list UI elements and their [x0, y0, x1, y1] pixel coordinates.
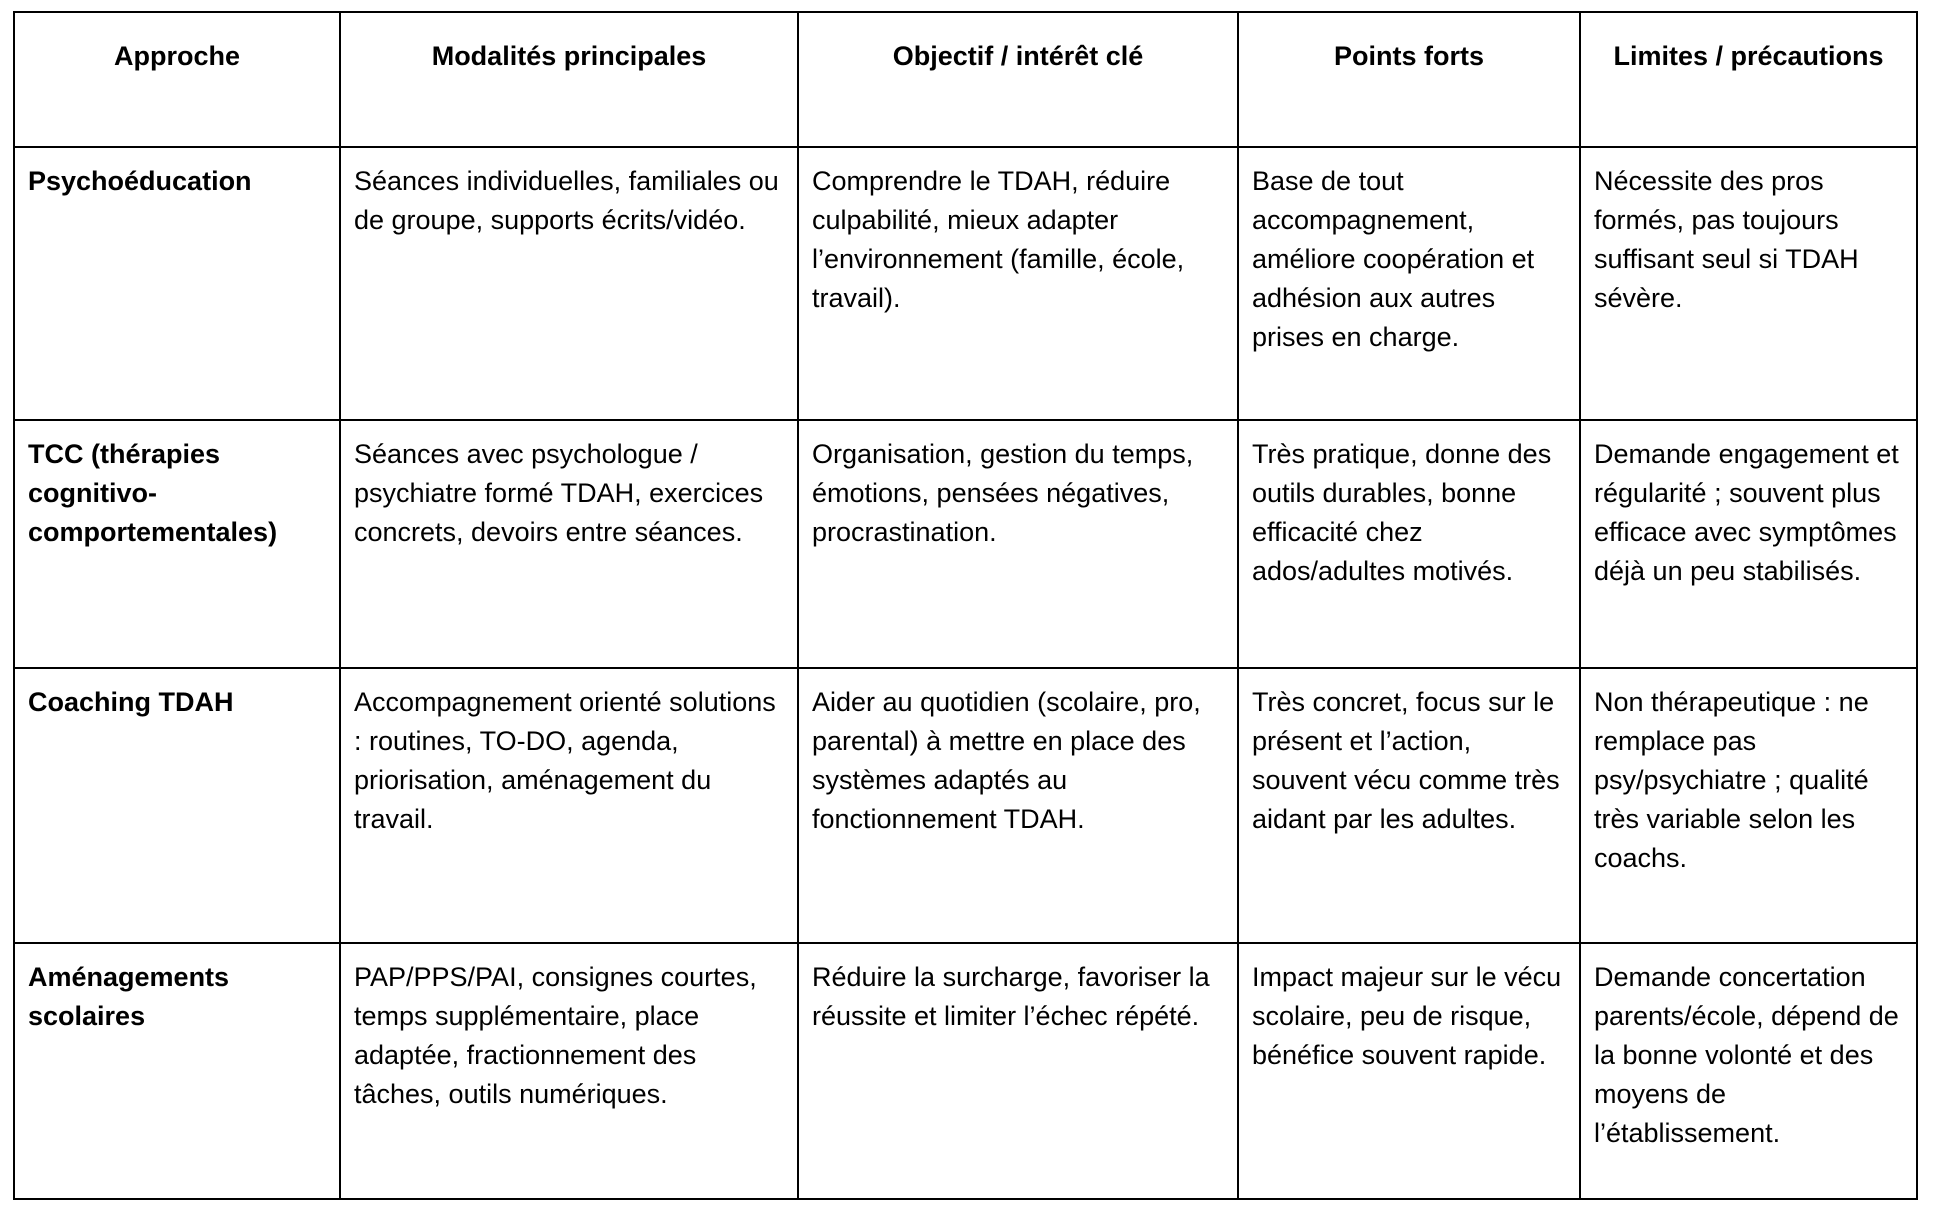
- cell-limites: Demande engagement et régularité ; souvent plus efficace avec symptômes déjà un peu stabilisés.: [1580, 420, 1917, 668]
- approaches-comparison-table: [13, 11, 1918, 1200]
- cell-modalites: Séances avec psychologue / psychiatre formé TDAH, exercices concrets, devoirs entre séances.: [340, 420, 798, 668]
- header-limites: Limites / précautions: [1580, 12, 1917, 147]
- cell-objectif: Aider au quotidien (scolaire, pro, parental) à mettre en place des systèmes adaptés au fonctionnement TDAH.: [798, 668, 1238, 943]
- table-header-row: [14, 12, 1917, 147]
- cell-approche: Psychoéducation: [14, 147, 340, 420]
- cell-points-forts: Impact majeur sur le vécu scolaire, peu de risque, bénéfice souvent rapide.: [1238, 943, 1580, 1199]
- cell-modalites: Accompagnement orienté solutions : routines, TO-DO, agenda, priorisation, aménagement du travail.: [340, 668, 798, 943]
- cell-limites: Non thérapeutique : ne remplace pas psy/psychiatre ; qualité très variable selon les coachs.: [1580, 668, 1917, 943]
- cell-approche: TCC (thérapies cognitivo-comportementales): [14, 420, 340, 668]
- cell-points-forts: Base de tout accompagnement, améliore coopération et adhésion aux autres prises en charge.: [1238, 147, 1580, 420]
- header-objectif: Objectif / intérêt clé: [798, 12, 1238, 147]
- table-row: [14, 668, 1917, 943]
- cell-objectif: Réduire la surcharge, favoriser la réussite et limiter l’échec répété.: [798, 943, 1238, 1199]
- cell-approche: Coaching TDAH: [14, 668, 340, 943]
- cell-objectif: Comprendre le TDAH, réduire culpabilité, mieux adapter l’environnement (famille, école, travail).: [798, 147, 1238, 420]
- cell-modalites: PAP/PPS/PAI, consignes courtes, temps supplémentaire, place adaptée, fractionnement des tâches, outils numériques.: [340, 943, 798, 1199]
- header-points-forts: Points forts: [1238, 12, 1580, 147]
- table-row: [14, 147, 1917, 420]
- cell-points-forts: Très pratique, donne des outils durables, bonne efficacité chez ados/adultes motivés.: [1238, 420, 1580, 668]
- cell-points-forts: Très concret, focus sur le présent et l’action, souvent vécu comme très aidant par les adultes.: [1238, 668, 1580, 943]
- cell-limites: Nécessite des pros formés, pas toujours suffisant seul si TDAH sévère.: [1580, 147, 1917, 420]
- header-approche: Approche: [14, 12, 340, 147]
- table-row: [14, 420, 1917, 668]
- table-row: [14, 943, 1917, 1199]
- cell-objectif: Organisation, gestion du temps, émotions, pensées négatives, procrastination.: [798, 420, 1238, 668]
- header-modalites: Modalités principales: [340, 12, 798, 147]
- cell-limites: Demande concertation parents/école, dépend de la bonne volonté et des moyens de l’établissement.: [1580, 943, 1917, 1199]
- cell-modalites: Séances individuelles, familiales ou de groupe, supports écrits/vidéo.: [340, 147, 798, 420]
- cell-approche: Aménagements scolaires: [14, 943, 340, 1199]
